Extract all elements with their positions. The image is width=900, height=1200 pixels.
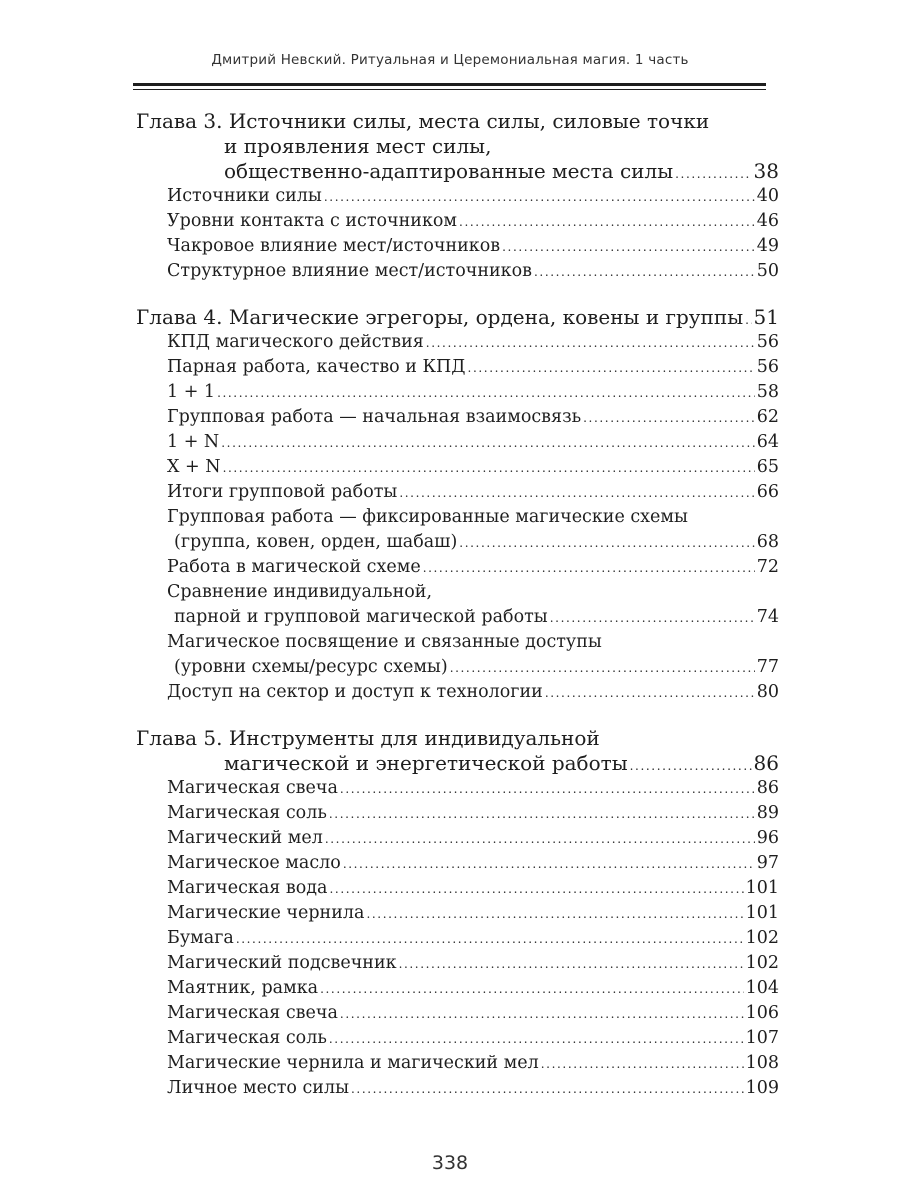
page-ref: 86 [753, 751, 779, 775]
chapter-title-line [136, 109, 779, 134]
entry-title: Магические чернила [167, 903, 365, 923]
page-ref: 66 [756, 482, 779, 502]
entry-title: Чакровое влияние мест/источников [167, 236, 501, 256]
page-ref: 68 [756, 532, 779, 552]
chapter-entry [136, 159, 779, 184]
page-ref: 107 [745, 1028, 779, 1048]
page-ref: 46 [756, 211, 779, 231]
dot-leader [325, 827, 755, 852]
entry-title: Магический подсвечник [167, 953, 397, 973]
dot-leader [340, 1002, 744, 1027]
page-ref: 38 [753, 159, 779, 183]
toc-entry [136, 209, 779, 234]
entry-title: Групповая работа — фиксированные магические схемы [167, 507, 688, 527]
entry-title: 1 + N [167, 432, 220, 452]
entry-title: Уровни контакта с источником [167, 211, 458, 231]
toc-entry [136, 655, 779, 680]
page-ref: 50 [756, 261, 779, 281]
entry-title: Магический мел [167, 828, 323, 848]
dot-leader [320, 977, 744, 1002]
toc-entry-line [136, 580, 779, 605]
toc-entry [136, 976, 779, 1001]
table-of-contents [136, 109, 779, 1122]
page-ref: 101 [745, 903, 779, 923]
dot-leader [399, 481, 754, 506]
entry-title: Групповая работа — начальная взаимосвязь [167, 407, 582, 427]
dot-leader [423, 556, 755, 581]
entry-title: Итоги групповой работы [167, 482, 398, 502]
dot-leader [340, 777, 755, 802]
toc-entry [136, 1051, 779, 1076]
dot-leader [324, 185, 755, 210]
toc-entry [136, 555, 779, 580]
page-number: 338 [431, 1152, 469, 1174]
dot-leader [399, 952, 744, 977]
toc-entry [136, 826, 779, 851]
toc-entry [136, 901, 779, 926]
toc-entry [136, 851, 779, 876]
dot-leader [236, 927, 744, 952]
dot-leader [351, 1077, 744, 1102]
page-ref: 62 [756, 407, 779, 427]
entry-title: КПД магического действия [167, 332, 424, 352]
dot-leader [459, 210, 755, 235]
chapter-title: магической и энергетической работы [224, 751, 628, 775]
page-ref: 102 [745, 928, 779, 948]
toc-entry [136, 455, 779, 480]
entry-title: Источники силы [167, 186, 322, 206]
chapter-5 [136, 726, 779, 1101]
dot-leader [675, 162, 751, 187]
dot-leader [459, 531, 754, 556]
toc-entry [136, 380, 779, 405]
page-ref: 106 [745, 1003, 779, 1023]
dot-leader [468, 356, 755, 381]
toc-entry [136, 355, 779, 380]
entry-title: Магическая свеча [167, 778, 338, 798]
entry-title: X + N [167, 457, 221, 477]
chapter-title: Глава 4. Магические эгрегоры, ордена, ковены и группы [136, 305, 744, 329]
chapter-4 [136, 305, 779, 705]
dot-leader [534, 260, 755, 285]
dot-leader [630, 754, 752, 779]
dot-leader [217, 381, 755, 406]
page-ref: 109 [745, 1078, 779, 1098]
toc-entry [136, 680, 779, 705]
toc-entry [136, 405, 779, 430]
entry-title: Работа в магической схеме [167, 557, 421, 577]
entry-title: Личное место силы [167, 1078, 350, 1098]
dot-leader [545, 681, 755, 706]
entry-title: Бумага [167, 928, 234, 948]
page-ref: 97 [756, 853, 779, 873]
toc-entry [136, 430, 779, 455]
chapter-entry [136, 305, 779, 330]
chapter-title: Глава 3. Источники силы, места силы, силовые точки [136, 109, 710, 133]
toc-entry [136, 259, 779, 284]
dot-leader [550, 606, 755, 631]
page-ref: 51 [753, 305, 779, 329]
entry-title: парной и групповой магической работы [174, 607, 548, 627]
toc-entry [136, 801, 779, 826]
page-ref: 65 [756, 457, 779, 477]
dot-leader [329, 877, 743, 902]
chapter-title: и проявления мест силы, [224, 134, 492, 158]
page-ref: 40 [756, 186, 779, 206]
page-ref: 89 [756, 803, 779, 823]
page-ref: 96 [756, 828, 779, 848]
page-ref: 49 [756, 236, 779, 256]
entry-title: Магическая вода [167, 878, 328, 898]
dot-leader [745, 308, 751, 333]
toc-entry [136, 234, 779, 259]
dot-leader [329, 1027, 744, 1052]
dot-leader [541, 1052, 744, 1077]
entry-title: Структурное влияние мест/источников [167, 261, 532, 281]
page-ref: 58 [756, 382, 779, 402]
dot-leader [329, 802, 755, 827]
page-ref: 56 [756, 332, 779, 352]
entry-title: Доступ на сектор и доступ к технологии [167, 682, 543, 702]
entry-title: (группа, ковен, орден, шабаш) [174, 532, 458, 552]
entry-title: Магическая свеча [167, 1003, 338, 1023]
entry-title: Маятник, рамка [167, 978, 319, 998]
page-ref: 80 [756, 682, 779, 702]
toc-entry [136, 1076, 779, 1101]
page-ref: 108 [745, 1053, 779, 1073]
toc-entry [136, 480, 779, 505]
page-ref: 64 [756, 432, 779, 452]
entry-title: Магическая соль [167, 1028, 327, 1048]
dot-leader [366, 902, 743, 927]
page-ref: 104 [745, 978, 779, 998]
chapter-entry [136, 751, 779, 776]
running-header: Дмитрий Невский. Ритуальная и Церемониальная магия. 1 часть [211, 52, 689, 68]
entry-title: (уровни схемы/ресурс схемы) [174, 657, 448, 677]
dot-leader [426, 331, 755, 356]
dot-leader [223, 456, 755, 481]
toc-entry [136, 530, 779, 555]
page-ref: 72 [756, 557, 779, 577]
dot-leader [502, 235, 755, 260]
header-rule-thick [133, 83, 766, 86]
toc-entry [136, 330, 779, 355]
toc-entry [136, 776, 779, 801]
chapter-title-line [136, 134, 779, 159]
entry-title: Магическое посвящение и связанные доступы [167, 632, 602, 652]
toc-entry [136, 926, 779, 951]
toc-entry [136, 184, 779, 209]
toc-entry [136, 605, 779, 630]
dot-leader [583, 406, 755, 431]
page-ref: 102 [745, 953, 779, 973]
entry-title: Парная работа, качество и КПД [167, 357, 466, 377]
page-ref: 86 [756, 778, 779, 798]
chapter-title: Глава 5. Инструменты для индивидуальной [136, 726, 600, 750]
entry-title: Сравнение индивидуальной, [167, 582, 433, 602]
entry-title: Магические чернила и магический мел [167, 1053, 539, 1073]
page-ref: 74 [756, 607, 779, 627]
toc-entry [136, 1026, 779, 1051]
chapter-title-line [136, 726, 779, 751]
chapter-title: общественно-адаптированные места силы [224, 159, 674, 183]
page-ref: 101 [745, 878, 779, 898]
dot-leader [221, 431, 754, 456]
page-ref: 77 [756, 657, 779, 677]
dot-leader [343, 852, 755, 877]
toc-entry [136, 876, 779, 901]
toc-entry-line [136, 630, 779, 655]
toc-entry-line [136, 505, 779, 530]
entry-title: Магическая соль [167, 803, 327, 823]
header-rule-thin [133, 89, 766, 90]
dot-leader [450, 656, 755, 681]
entry-title: Магическое масло [167, 853, 341, 873]
toc-entry [136, 1001, 779, 1026]
toc-entry [136, 951, 779, 976]
chapter-3 [136, 109, 779, 284]
entry-title: 1 + 1 [167, 382, 216, 402]
page-ref: 56 [756, 357, 779, 377]
